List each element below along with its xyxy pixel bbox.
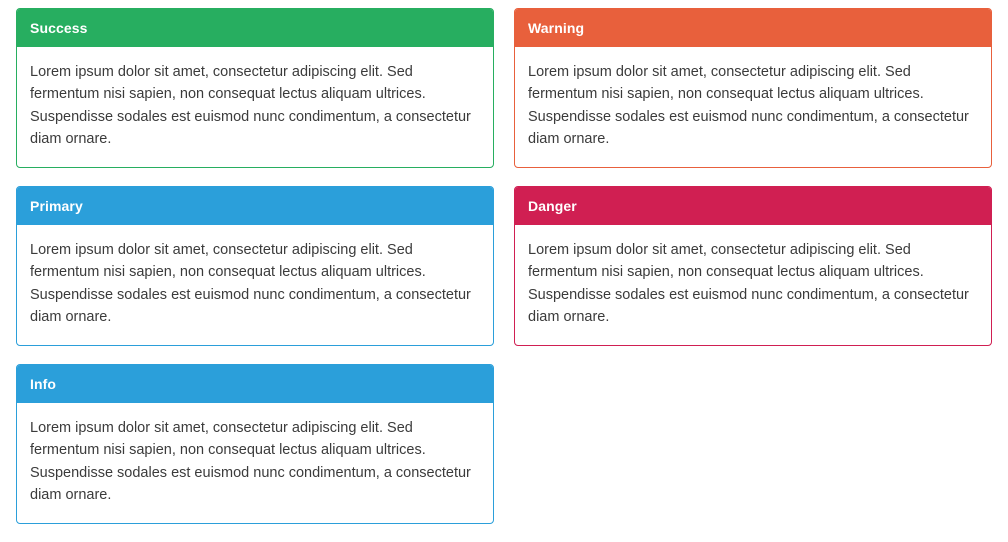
panel-columns: [6, 8, 1002, 542]
panel-danger: [514, 186, 992, 346]
panel-heading-warning: Warning: [515, 9, 991, 47]
panel-success: [16, 8, 494, 168]
panel-heading-danger: Danger: [515, 187, 991, 225]
panel-heading-success: Success: [17, 9, 493, 47]
panel-column-left: [6, 8, 504, 542]
panel-column-right: [504, 8, 1002, 542]
panel-heading-info: Info: [17, 365, 493, 403]
panel-heading-primary: Primary: [17, 187, 493, 225]
panel-body-success: Lorem ipsum dolor sit amet, consectetur adipiscing elit. Sed fermentum nisi sapien, non consequat lectus aliquam ultrices. Suspendisse sodales est euismod nunc condimentum, a consectetur diam ornare.: [30, 64, 471, 148]
panel-body-warning: Lorem ipsum dolor sit amet, consectetur adipiscing elit. Sed fermentum nisi sapien, non consequat lectus aliquam ultrices. Suspendisse sodales est euismod nunc condimentum, a consectetur diam ornare.: [528, 64, 969, 148]
panel-body-danger: Lorem ipsum dolor sit amet, consectetur adipiscing elit. Sed fermentum nisi sapien, non consequat lectus aliquam ultrices. Suspendisse sodales est euismod nunc condimentum, a consectetur diam ornare.: [528, 241, 969, 326]
panel-body-primary: Lorem ipsum dolor sit amet, consectetur adipiscing elit. Sed fermentum nisi sapien, non consequat lectus aliquam ultrices. Suspendisse sodales est euismod nunc condimentum, a consectetur diam ornare.: [30, 241, 471, 326]
panel-primary: [16, 186, 494, 346]
panel-warning: [514, 8, 992, 168]
panel-info: [16, 364, 494, 524]
panel-body-info: Lorem ipsum dolor sit amet, consectetur adipiscing elit. Sed fermentum nisi sapien, non consequat lectus aliquam ultrices. Suspendisse sodales est euismod nunc condimentum, a consectetur diam ornare.: [30, 419, 471, 504]
